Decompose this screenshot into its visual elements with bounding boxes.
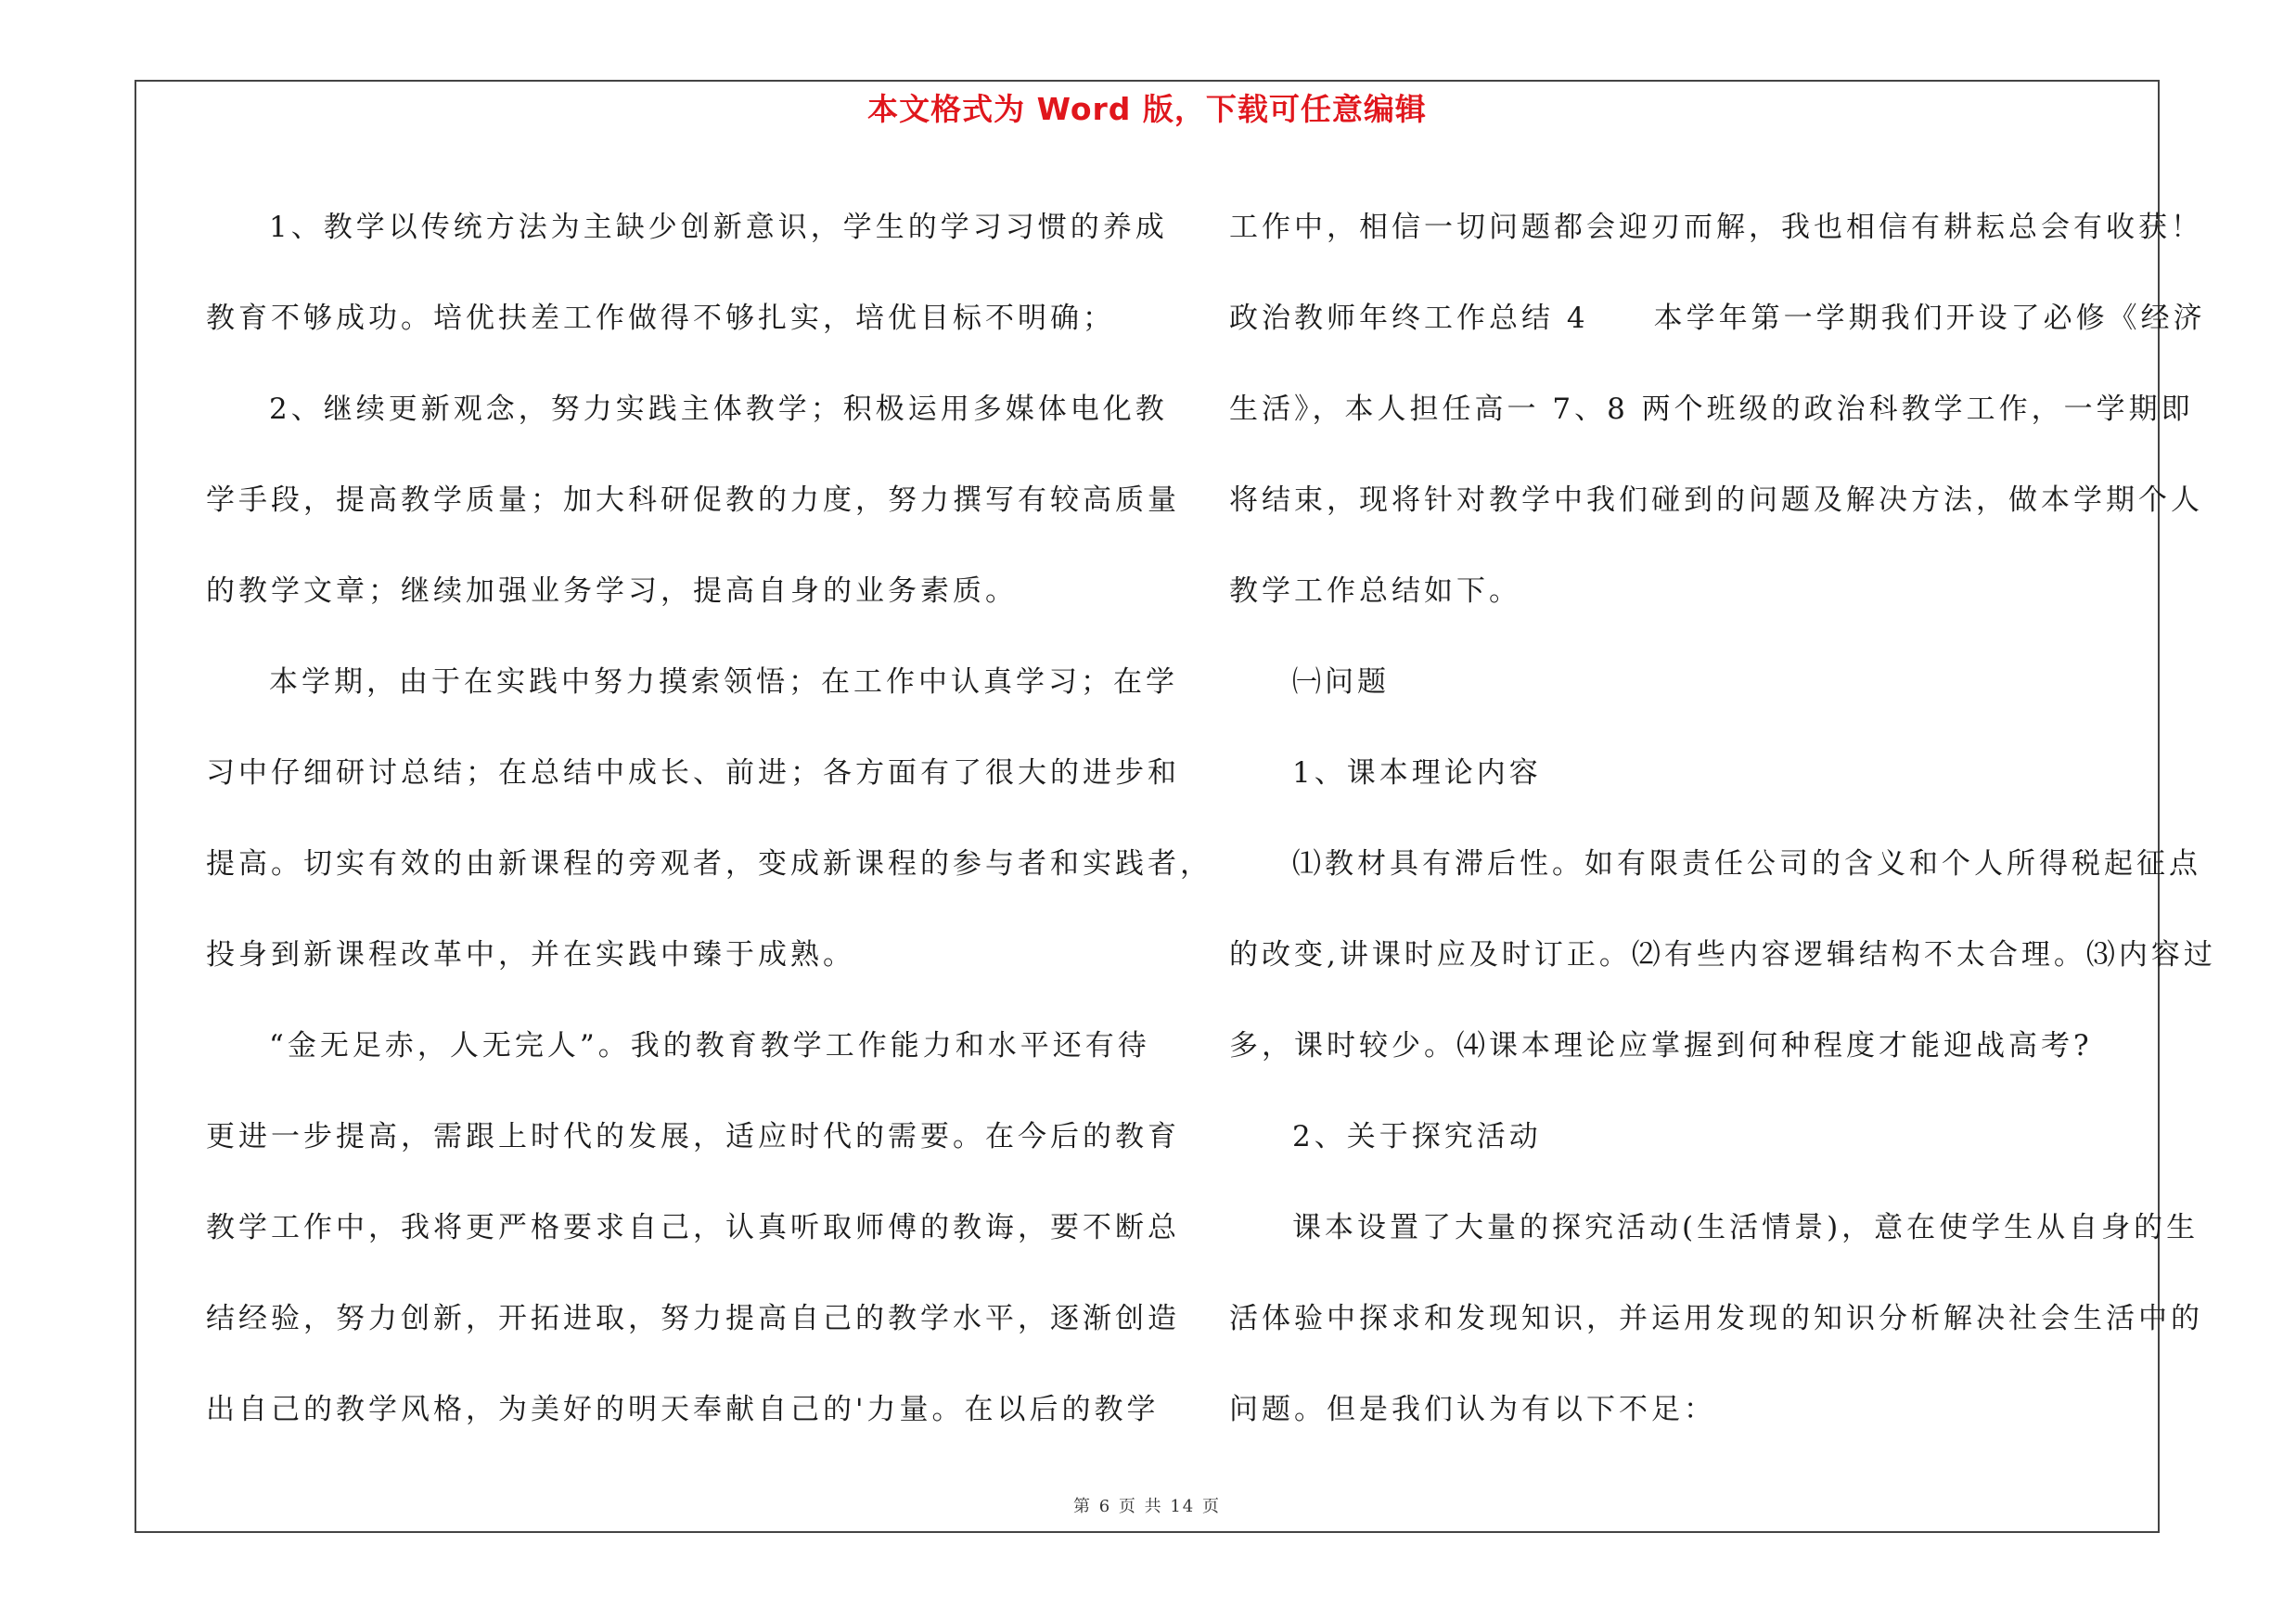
paragraph-line: 课本设置了大量的探究活动(生活情景)，意在使学生从自身的生 xyxy=(1292,1211,2200,1244)
subsection-heading: 2、关于探究活动 xyxy=(1292,1120,1542,1153)
paragraph-line: 本学期，由于在实践中努力摸索领悟；在工作中认真学习；在学 xyxy=(269,665,1178,699)
left-column xyxy=(206,182,1212,1455)
paragraph-line: 工作中，相信一切问题都会迎刃而解，我也相信有耕耘总会有收获！ xyxy=(1229,211,2203,244)
paragraph-line: 活体验中探求和发现知识，并运用发现的知识分析解决社会生活中的 xyxy=(1229,1302,2203,1335)
paragraph-line: 1、教学以传统方法为主缺少创新意识，学生的学习习惯的养成 xyxy=(269,211,1168,244)
paragraph-line: 更进一步提高，需跟上时代的发展，适应时代的需要。在今后的教育 xyxy=(206,1120,1180,1153)
paragraph-line: 出自己的教学风格，为美好的明天奉献自己的'力量。在以后的教学 xyxy=(206,1393,1160,1426)
paragraph-line: 问题。但是我们认为有以下不足： xyxy=(1229,1393,1716,1426)
subsection-heading: 1、课本理论内容 xyxy=(1292,756,1542,790)
paragraph-line: 的改变,讲课时应及时订正。⑵有些内容逻辑结构不太合理。⑶内容过 xyxy=(1229,938,2216,972)
paragraph-line: 教学工作总结如下。 xyxy=(1229,574,1521,608)
paragraph-line: “金无足赤，人无完人”。我的教育教学工作能力和水平还有待 xyxy=(269,1029,1150,1063)
page-number: 第 6 页 共 14 页 xyxy=(1073,1497,1221,1516)
paragraph-line: 生活》，本人担任高一 7、8 两个班级的政治科教学工作，一学期即 xyxy=(1229,393,2194,426)
paragraph-line: 投身到新课程改革中，并在实践中臻于成熟。 xyxy=(206,938,855,972)
paragraph-line: 教学工作中，我将更严格要求自己，认真听取师傅的教诲，要不断总 xyxy=(206,1211,1180,1244)
paragraph-line: 习中仔细研讨总结；在总结中成长、前进；各方面有了很大的进步和 xyxy=(206,756,1180,790)
format-banner: 本文格式为 Word 版，下载可任意编辑 xyxy=(867,91,1427,127)
paragraph-line: 将结束，现将针对教学中我们碰到的问题及解决方法，做本学期个人 xyxy=(1229,483,2203,517)
right-column xyxy=(1229,182,2216,1455)
paragraph-line: 多，课时较少。⑷课本理论应掌握到何种程度才能迎战高考? xyxy=(1229,1029,2093,1063)
paragraph-line: 政治教师年终工作总结 4 本学年第一学期我们开设了必修《经济 xyxy=(1229,302,2206,335)
paragraph-line: 提高。切实有效的由新课程的旁观者，变成新课程的参与者和实践者， xyxy=(206,847,1212,881)
section-heading: ㈠问题 xyxy=(1292,665,1390,699)
paragraph-line: 学手段，提高教学质量；加大科研促教的力度，努力撰写有较高质量 xyxy=(206,483,1180,517)
paragraph-line: 的教学文章；继续加强业务学习，提高自身的业务素质。 xyxy=(206,574,1018,608)
paragraph-line: ⑴教材具有滞后性。如有限责任公司的含义和个人所得税起征点 xyxy=(1292,847,2201,881)
paragraph-line: 教育不够成功。培优扶差工作做得不够扎实，培优目标不明确； xyxy=(206,302,1115,335)
paragraph-line: 结经验，努力创新，开拓进取，努力提高自己的教学水平，逐渐创造 xyxy=(206,1302,1180,1335)
paragraph-line: 2、继续更新观念，努力实践主体教学；积极运用多媒体电化教 xyxy=(269,393,1168,426)
